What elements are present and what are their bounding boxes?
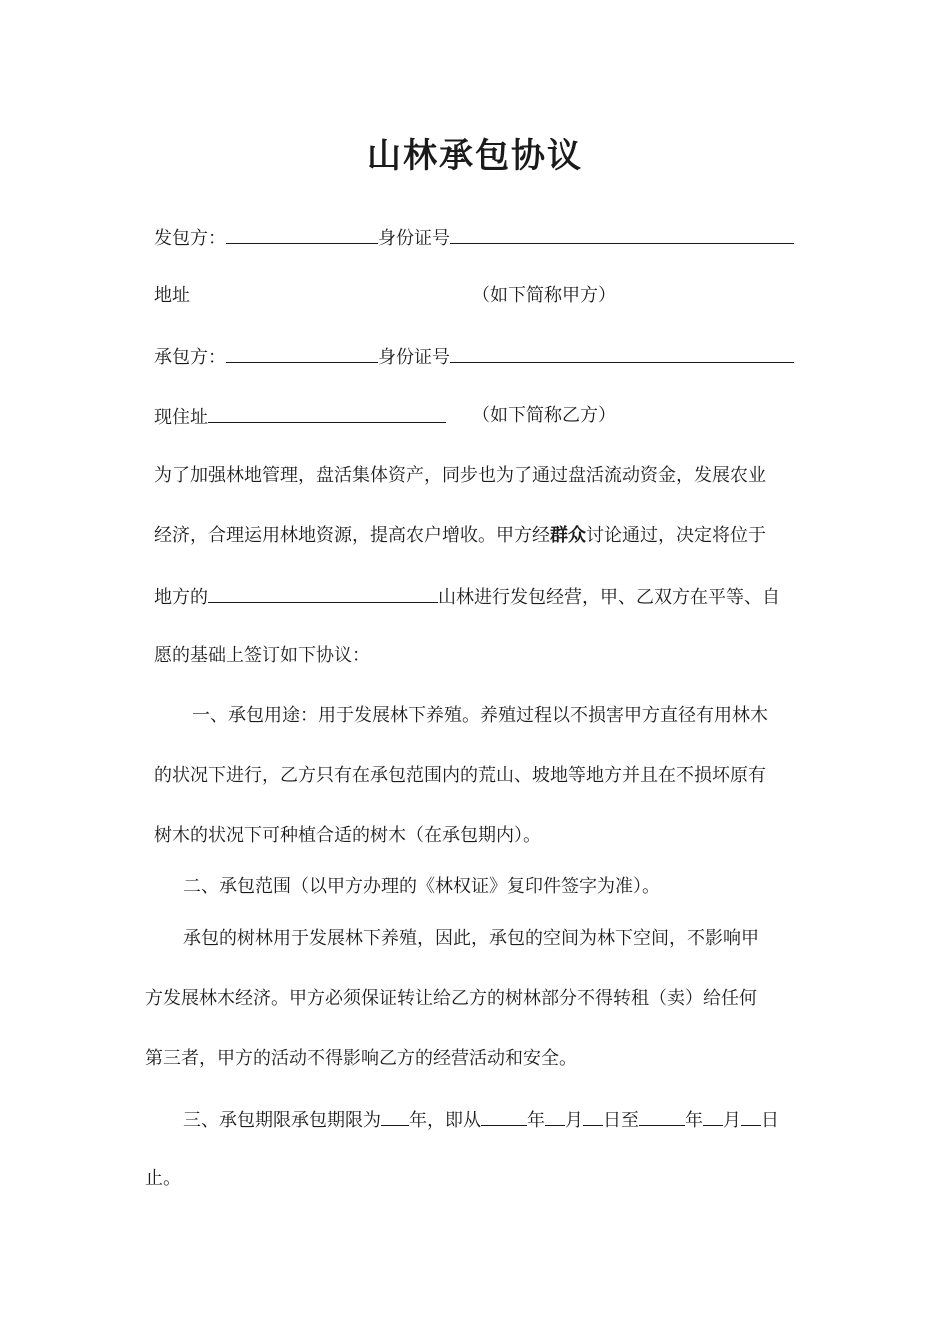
party-a-name-blank — [226, 225, 378, 244]
party-a-line — [154, 225, 794, 251]
end-month-blank — [703, 1107, 723, 1126]
clause-3-part-4: 月 — [565, 1110, 583, 1131]
party-b-name-blank — [226, 344, 378, 363]
clause-3-line-1 — [183, 1107, 779, 1133]
clause-3-part-5: 日至 — [603, 1110, 639, 1131]
clause-2-line-1: 二、承包范围（以甲方办理的《林权证》复印件签字为准）。 — [183, 876, 660, 897]
clause-2-detail-line-1: 承包的树林用于发展林下养殖，因此，承包的空间为林下空间，不影响甲 — [183, 928, 759, 949]
party-a-id-label: 身份证号 — [378, 228, 450, 249]
clause-3-part-8: 日 — [761, 1110, 779, 1131]
preamble-line-2-text-b: 讨论通过，决定将位于 — [586, 525, 766, 546]
clause-3-part-3: 年 — [527, 1110, 545, 1131]
clause-1-line-1: 一、承包用途：用于发展林下养殖。养殖过程以不损害甲方直径有用林木 — [192, 705, 768, 726]
preamble-line-2-text-a: 经济，合理运用林地资源，提高农户增收。甲方经 — [154, 525, 550, 546]
party-b-alias: （如下简称乙方） — [472, 405, 616, 426]
page-title: 山林承包协议 — [367, 136, 583, 176]
party-b-line — [154, 344, 794, 370]
start-year-blank — [481, 1107, 527, 1126]
party-b-address-line — [154, 404, 446, 430]
preamble-line-2 — [154, 524, 766, 548]
clause-2-detail-line-3: 第三者，甲方的活动不得影响乙方的经营活动和安全。 — [145, 1048, 577, 1069]
clause-3-part-1: 三、承包期限承包期限为 — [183, 1110, 381, 1131]
preamble-line-3-text-b: 山林进行发包经营，甲、乙双方在平等、自 — [438, 587, 780, 608]
clause-3-part-7: 月 — [723, 1110, 741, 1131]
preamble-line-2-bold: 群众 — [550, 525, 586, 546]
clause-2-detail-line-2: 方发展林木经济。甲方必须保证转让给乙方的树林部分不得转租（卖）给任何 — [145, 988, 757, 1009]
start-day-blank — [583, 1107, 603, 1126]
preamble-line-3-text-a: 地方的 — [154, 587, 208, 608]
party-b-address-blank — [208, 404, 446, 423]
party-a-address-label: 地址 — [154, 285, 190, 306]
clause-3-line-2: 止。 — [145, 1168, 181, 1189]
party-b-address-label: 现住址 — [154, 407, 208, 428]
party-a-id-blank — [450, 225, 794, 244]
party-b-label: 承包方： — [154, 347, 226, 368]
preamble-line-1: 为了加强林地管理，盘活集体资产，同步也为了通过盘活流动资金，发展农业 — [154, 465, 766, 486]
party-b-id-blank — [450, 344, 794, 363]
clause-3-part-6: 年 — [685, 1110, 703, 1131]
clause-1-line-2: 的状况下进行，乙方只有在承包范围内的荒山、坡地等地方并且在不损坏原有 — [154, 765, 766, 786]
party-a-label: 发包方： — [154, 228, 226, 249]
party-a-alias: （如下简称甲方） — [472, 285, 616, 306]
end-day-blank — [741, 1107, 761, 1126]
location-blank — [208, 584, 438, 603]
term-years-blank — [381, 1107, 409, 1126]
preamble-line-3 — [154, 584, 780, 610]
preamble-line-4: 愿的基础上签订如下协议： — [154, 645, 370, 666]
party-b-id-label: 身份证号 — [378, 347, 450, 368]
end-year-blank — [639, 1107, 685, 1126]
clause-3-part-2: 年，即从 — [409, 1110, 481, 1131]
clause-1-line-3: 树木的状况下可种植合适的树木（在承包期内）。 — [154, 825, 541, 846]
start-month-blank — [545, 1107, 565, 1126]
